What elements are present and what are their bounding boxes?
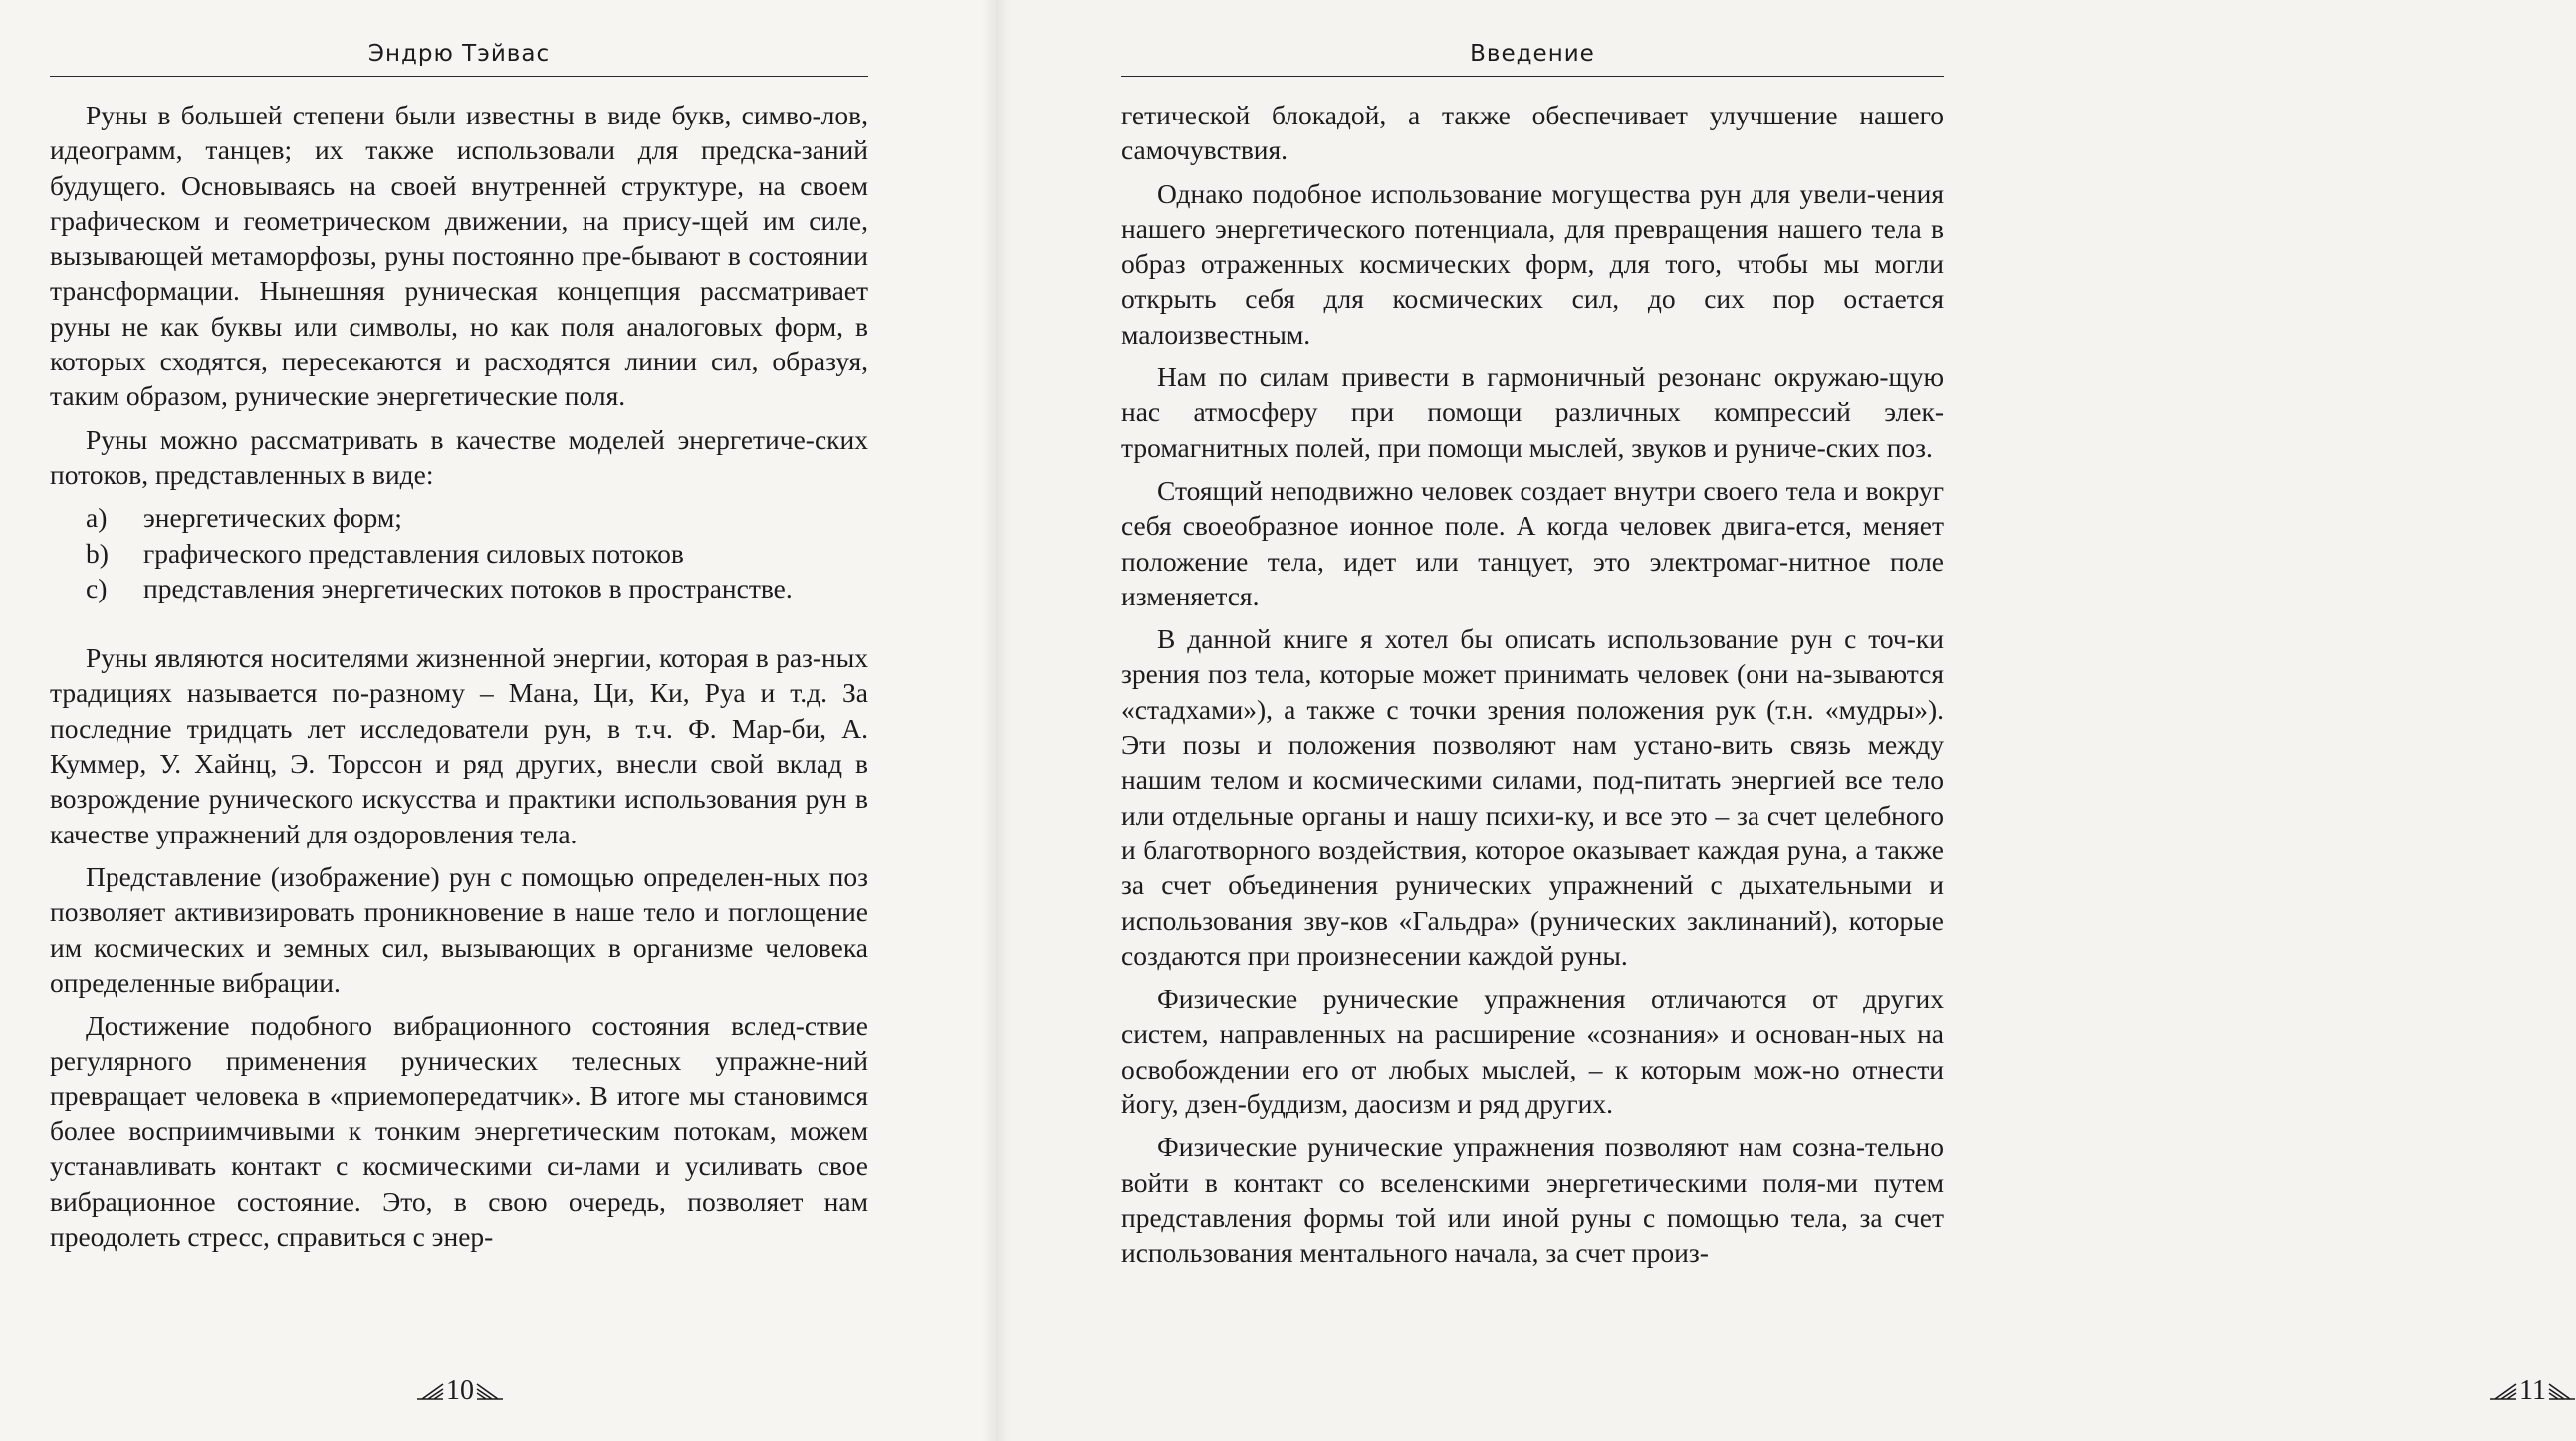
list-item [50,571,868,605]
paragraph: В данной книге я хотел бы описать использование рун с точ-ки зрения поз тела, которые может принимать человек (они на-зываются «стадхами»), а также с точки зрения положения рук (т.н. «мудры»). Эти позы и положения позволяют нам устано-вить связь между нашим телом и космическими силами, под-питать энергией все тело или отдельные органы и нашу психи-ку, и все это – за счет целебного и благотворного воздействия, которое оказывает каждая руна, а также за счет объединения рунических упражнений с дыхательными и использования зву-ков «Гальдра» (рунических заклинаний), которые создаются при произнесении каждой руны. [1121,623,1944,971]
paragraph: Руны в большей степени были известны в виде букв, симво-лов, идеограмм, танцев; их также использовали для предска-заний будущего. Основываясь на своей внутренней структуре, на своем графическом и геометрическом движении, на прису-щей им силе, вызывающей метаморфозы, руны постоянно пре-бывают в состоянии трансформации. Нынешняя руническая концепция рассматривает руны не как буквы или символы, но как поля аналоговых форм, в которых сходятся, пересекаются и расходятся линии сил, образуя, таким образом, рунические энергетические поля. [50,100,868,412]
left-page-body [50,98,868,1262]
page-number: 10 [446,1375,474,1406]
right-page-body [1121,98,1944,1279]
right-page [996,0,2546,1441]
paragraph: Достижение подобного вибрационного состояния вслед-ствие регулярного применения рунических телесных упражне-ний превращает человека в «приемопередатчик». В итоге мы становимся более восприимчивыми к тонким энергетическим потокам, можем устанавливать контакт с космическими си-лами и усиливать свое вибрационное состояние. Это, в свою очередь, позволяет нам преодолеть стресс, справиться с энер- [50,1010,868,1252]
list-marker: c) [86,572,108,603]
running-head-chapter: Введение [1121,36,1944,77]
page-number: 11 [2519,1375,2546,1406]
page-number-right [2489,1376,2576,1406]
paragraph: Руны являются носителями жизненной энергии, которая в раз-ных традициях называется по-разному – Мана, Ци, Ки, Руа и т.д. За последние тридцать лет исследователи рун, в т.ч. Ф. Мар-би, А. Куммер, У. Хайнц, Э. Торссон и ряд других, внесли свой вклад в возрождение рунического искусства и практики использования рун в качестве упражнений для оздоровления тела. [50,642,868,849]
paragraph: Стоящий неподвижно человек создает внутри своего тела и вокруг себя своеобразное ионное поле. А когда человек двига-ется, меняет положение тела, идет или танцует, это электромаг-нитное поле изменяется. [1121,474,1944,611]
page-number-left [416,1376,504,1406]
energy-forms-list [50,500,868,605]
list-item-text: представления энергетических потоков в пространстве. [143,572,793,603]
paragraph: Физические рунические упражнения позволяют нам созна-тельно войти в контакт со вселенскими энергетическими поля-ми путем представления формы той или иной руны с помощью тела, за счет использования ментального начала, за счет произ- [1121,1131,1944,1269]
folio-ornament-left-icon [2489,1381,2517,1401]
folio-ornament-right-icon [2548,1381,2576,1401]
list-item [50,536,868,571]
running-head-author: Эндрю Тэйвас [50,36,868,77]
list-item [50,500,868,535]
paragraph-continuation: гетической блокадой, а также обеспечивает улучшение нашего самочувствия. [1121,100,1944,166]
list-marker: b) [86,537,109,569]
folio-ornament-left-icon [416,1381,444,1401]
folio-ornament-right-icon [476,1381,504,1401]
list-item-text: энергетических форм; [143,502,402,534]
paragraph: Представление (изображение) рун с помощью определен-ных поз позволяет активизировать проникновение в наше тело и поглощение им космических и земных сил, вызывающих в организме человека определенные вибрации. [50,860,868,998]
paragraph: Нам по силам привести в гармоничный резонанс окружаю-щую нас атмосферу при помощи различных компрессий элек-тромагнитных полей, при помощи мыслей, звуков и руниче-ских поз. [1121,361,1944,463]
list-marker: a) [86,502,108,534]
paragraph: Руны можно рассматривать в качестве моделей энергетиче-ских потоков, представленных в виде: [50,423,868,490]
list-item-text: графического представления силовых потоков [143,537,684,569]
paragraph: Физические рунические упражнения отличаются от других систем, направленных на расширение «сознания» и основан-ных на освобождении его от любых мыслей, – к которым мож-но отнести йогу, дзен-буддизм, даосизм и ряд других. [1121,983,1944,1120]
left-page [0,0,996,1441]
book-gutter [981,0,1011,1441]
paragraph: Однако подобное использование могущества рун для увели-чения нашего энергетического потенциала, для превращения нашего тела в образ отраженных космических форм, для того, чтобы мы могли открыть себя для космических сил, до сих пор остается малоизвестным. [1121,177,1944,350]
